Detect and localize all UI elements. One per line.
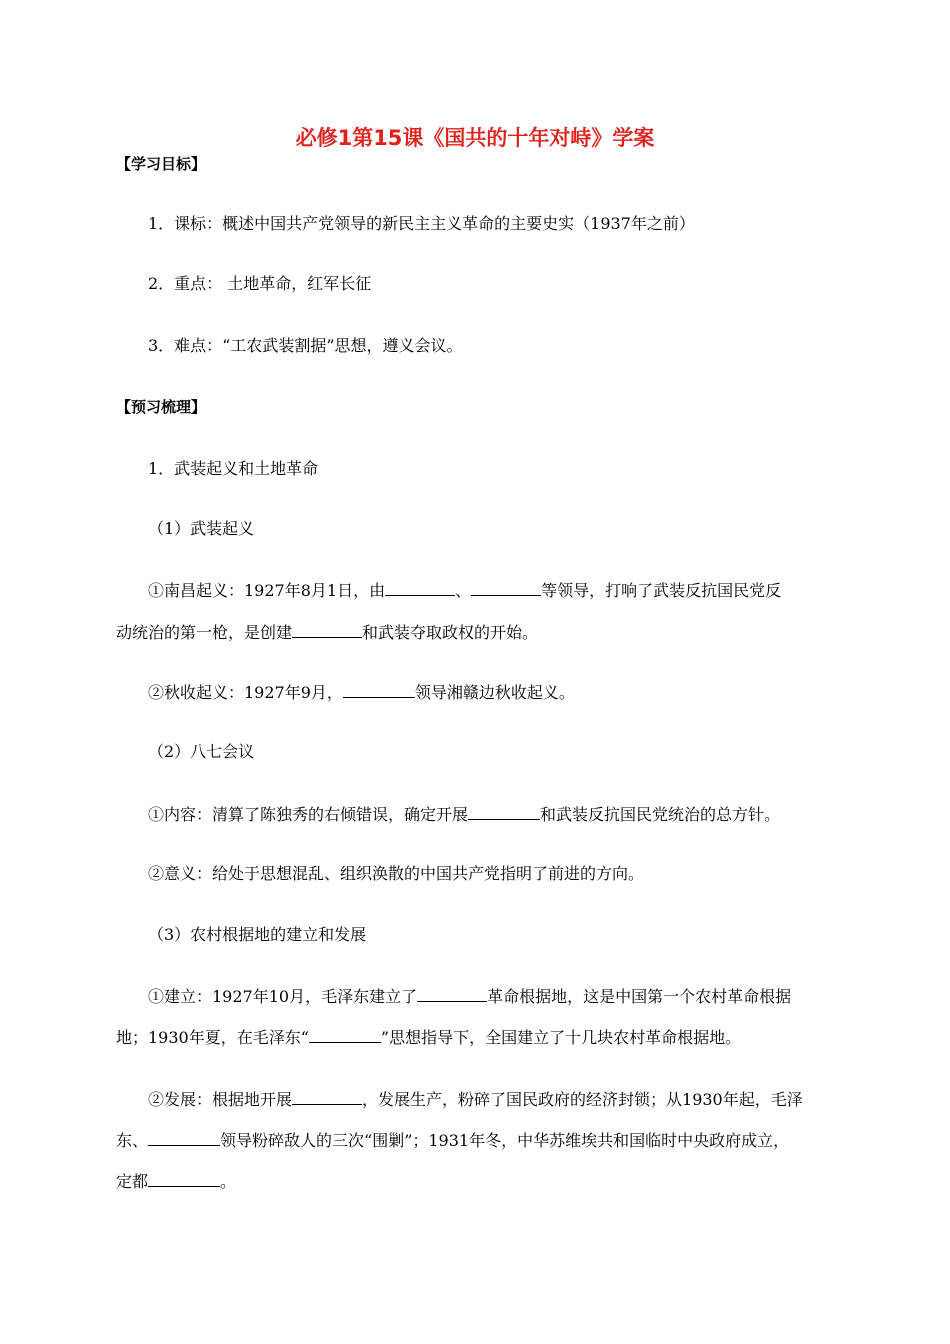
text-segment: 。 (220, 1172, 237, 1191)
goal-item-1: 1．课标：概述中国共产党领导的新民主主义革命的主要史实（1937年之前） (148, 214, 695, 233)
fill-blank[interactable] (468, 804, 540, 820)
goals-heading: 【学习目标】 (116, 155, 207, 173)
autumn-line (148, 682, 575, 703)
text-segment: ①建立：1927年10月，毛泽东建立了 (148, 987, 418, 1006)
goal-item-2: 2．重点： 土地革命，红军长征 (148, 274, 372, 293)
text-segment: 和武装反抗国民党统治的总方针。 (540, 805, 781, 824)
preview-heading: 【预习梳理】 (116, 398, 207, 416)
fill-blank[interactable] (148, 1130, 220, 1146)
text-segment: 和武装夺取政权的开始。 (362, 623, 539, 642)
meaning-line: ②意义：给处于思想混乱、组织涣散的中国共产党指明了前进的方向。 (148, 864, 645, 883)
fill-blank[interactable] (148, 1171, 220, 1187)
text-segment: 东、 (116, 1131, 149, 1150)
text-segment: ，发展生产，粉碎了国民政府的经济封锁；从1930年起，毛泽 (362, 1090, 803, 1109)
text-segment: ①南昌起义：1927年8月1日，由 (148, 581, 386, 600)
develop-line-3 (116, 1171, 236, 1192)
page-title: 必修1第15课《国共的十年对峙》学案 (295, 126, 655, 150)
subsection-3-title: （3）农村根据地的建立和发展 (148, 925, 367, 944)
fill-blank[interactable] (471, 580, 541, 596)
text-segment: 领导粉碎敌人的三次“围剿”；1931年冬，中华苏维埃共和国临时中央政府成立， (220, 1131, 790, 1150)
text-segment: 等领导，打响了武装反抗国民党反 (541, 581, 782, 600)
fill-blank[interactable] (292, 1089, 362, 1105)
text-segment: 革命根据地，这是中国第一个农村革命根据 (487, 987, 792, 1006)
content-line (148, 804, 780, 825)
fill-blank[interactable] (385, 580, 455, 596)
nanchang-line-2 (116, 622, 538, 643)
nanchang-line-1 (148, 580, 781, 601)
establish-line-1 (148, 986, 791, 1007)
fill-blank[interactable] (292, 622, 362, 638)
develop-line-2 (116, 1130, 789, 1151)
text-segment: 动统治的第一枪，是创建 (116, 623, 293, 642)
text-segment: ”思想指导下，全国建立了十几块农村革命根据地。 (380, 1028, 742, 1047)
goal-item-3: 3．难点：“工农武装割据”思想，遵义会议。 (148, 336, 463, 355)
fill-blank[interactable] (309, 1027, 381, 1043)
establish-line-2 (116, 1027, 741, 1048)
fill-blank[interactable] (417, 986, 487, 1002)
text-segment: 地；1930年夏，在毛泽东“ (116, 1028, 309, 1047)
text-segment: 领导湘赣边秋收起义。 (414, 683, 575, 702)
subsection-1-title: （1）武装起义 (148, 519, 255, 538)
text-segment: 、 (455, 581, 472, 600)
text-segment: ①内容：清算了陈独秀的右倾错误，确定开展 (148, 805, 469, 824)
text-segment: ②发展：根据地开展 (148, 1090, 293, 1109)
text-segment: ②秋收起义：1927年9月， (148, 683, 343, 702)
subsection-2-title: （2）八七会议 (148, 742, 255, 761)
develop-line-1 (148, 1089, 803, 1110)
fill-blank[interactable] (343, 682, 415, 698)
section-1-title: 1．武装起义和土地革命 (148, 459, 319, 478)
text-segment: 定都 (116, 1172, 149, 1191)
